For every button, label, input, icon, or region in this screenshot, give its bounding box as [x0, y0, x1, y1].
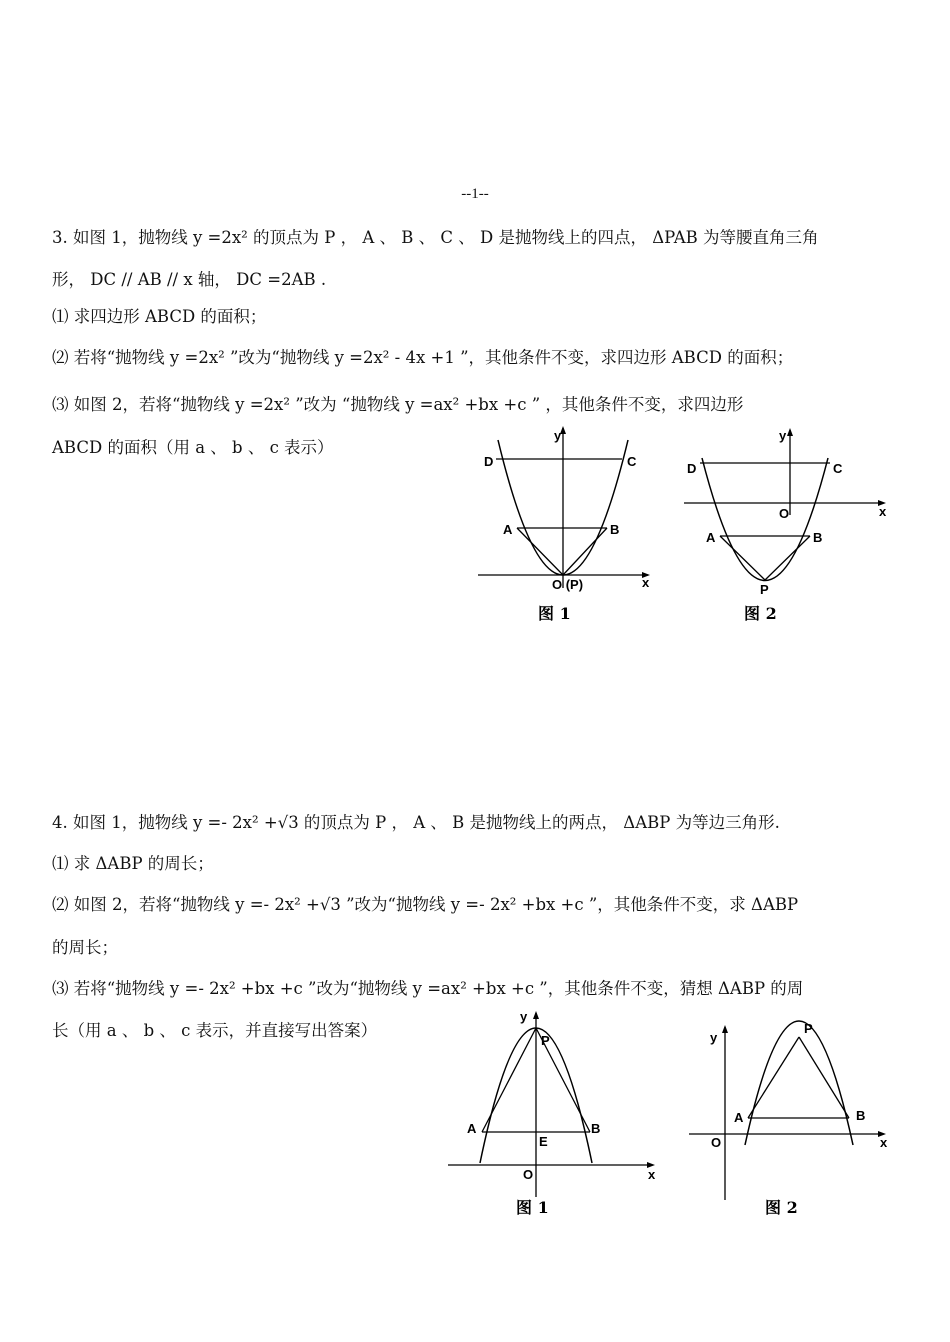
- label-b: B: [856, 1108, 866, 1123]
- parabola: [745, 1021, 853, 1145]
- segment-ap: [482, 1028, 536, 1132]
- y-axis-arrow-icon: [533, 1011, 539, 1019]
- problem3-line-2: 形， DC // AB // x 轴， DC =2AB .: [52, 270, 327, 289]
- label-a: A: [706, 530, 716, 545]
- parabola: [702, 458, 828, 581]
- label-y: y: [520, 1009, 528, 1024]
- label-o: O: [779, 506, 790, 521]
- segment-ap: [720, 536, 765, 580]
- label-c: C: [627, 454, 637, 469]
- label-a: A: [734, 1110, 744, 1125]
- label-y: y: [554, 428, 562, 443]
- problem3-line-5: ⑶ 如图 2，若将“抛物线 y =2x² ”改为 “抛物线 y =ax² +bx +c ” ，其他条件不变，求四边形: [52, 395, 744, 414]
- problem4-figure-2: [683, 1005, 898, 1230]
- label-x: x: [642, 575, 650, 590]
- segment-bp: [765, 536, 810, 580]
- problem3-figure-1: [470, 420, 670, 630]
- label-d: D: [687, 461, 697, 476]
- label-y: y: [710, 1030, 718, 1045]
- caption: 图 1: [538, 604, 571, 623]
- label-p: P: [804, 1021, 813, 1036]
- problem4-line-6: 长（用 a 、 b 、 c 表示，并直接写出答案）: [52, 1021, 378, 1040]
- problem3-figure-2: [678, 420, 898, 630]
- y-axis-arrow-icon: [787, 428, 793, 436]
- problem4-line-4: 的周长；: [52, 938, 118, 957]
- label-d: D: [484, 454, 494, 469]
- caption: 图 1: [516, 1198, 549, 1217]
- problem3-line-6: ABCD 的面积（用 a 、 b 、 c 表示）: [52, 438, 334, 457]
- label-x: x: [879, 504, 887, 519]
- problem4-line-1: 4. 如图 1，抛物线 y =- 2x² +√3 的顶点为 P ， A 、 B 是抛物线上的两点， ΔABP 为等边三角形.: [52, 813, 780, 832]
- label-b: B: [591, 1121, 601, 1136]
- label-e: E: [539, 1134, 548, 1149]
- y-axis-arrow-icon: [722, 1025, 728, 1033]
- segment-bp: [563, 528, 607, 575]
- label-a: A: [467, 1121, 477, 1136]
- segment-ap: [517, 528, 563, 575]
- label-b: B: [813, 530, 823, 545]
- problem4-figure-1: [440, 1005, 665, 1230]
- caption: 图 2: [744, 604, 777, 623]
- label-c: C: [833, 461, 843, 476]
- caption: 图 2: [765, 1198, 798, 1217]
- page-number: --1--: [461, 186, 489, 202]
- problem4-line-5: ⑶ 若将“抛物线 y =- 2x² +bx +c ”改为“抛物线 y =ax² +bx +c ”，其他条件不变，猜想 ΔABP 的周: [52, 979, 804, 998]
- label-a: A: [503, 522, 513, 537]
- problem3-line-1: 3. 如图 1，抛物线 y =2x² 的顶点为 P ， A 、 B 、 C 、 D 是抛物线上的四点， ΔPAB 为等腰直角三角: [52, 228, 819, 247]
- label-b: B: [610, 522, 620, 537]
- problem3-line-3: ⑴ 求四边形 ABCD 的面积；: [52, 307, 267, 326]
- label-o: O: [711, 1135, 722, 1150]
- label-o-p: O (P): [552, 577, 584, 592]
- label-x: x: [648, 1167, 656, 1182]
- label-y: y: [779, 428, 787, 443]
- label-p: P: [760, 582, 769, 597]
- label-o: O: [523, 1167, 534, 1182]
- problem4-line-2: ⑴ 求 ΔABP 的周长；: [52, 854, 214, 873]
- problem3-line-4: ⑵ 若将“抛物线 y =2x² ”改为“抛物线 y =2x² - 4x +1 ”，其他条件不变，求四边形 ABCD 的面积；: [52, 348, 794, 367]
- problem4-line-3: ⑵ 如图 2，若将“抛物线 y =- 2x² +√3 ”改为“抛物线 y =- 2x² +bx +c ”，其他条件不变，求 ΔABP: [52, 895, 799, 914]
- label-x: x: [880, 1135, 888, 1150]
- label-p: P: [541, 1033, 550, 1048]
